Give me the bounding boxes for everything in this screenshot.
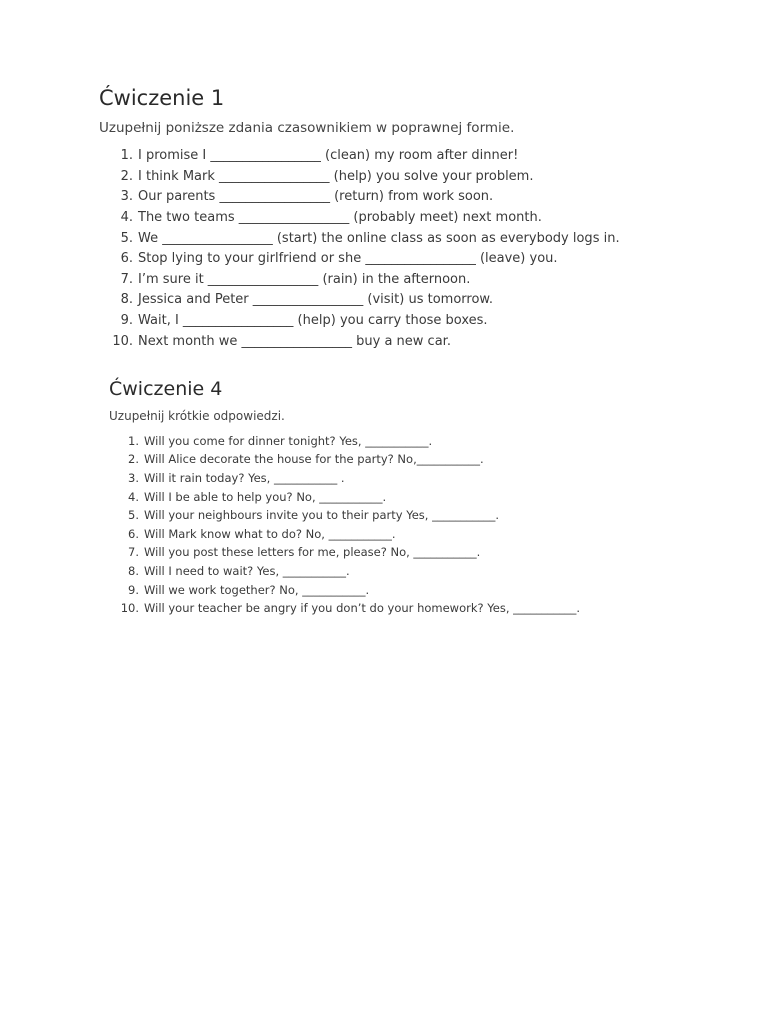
exercise-1-item-3	[99, 187, 739, 208]
exercise-4-item-10	[109, 599, 749, 618]
item-number: 9.	[128, 582, 139, 597]
exercise-4-item-7	[109, 543, 749, 562]
item-text: Stop lying to your girlfriend or she _________________ (leave) you.	[138, 251, 558, 267]
item-number: 9.	[120, 312, 133, 328]
item-text: Will I be able to help you? No, ___________.	[144, 489, 387, 504]
item-text: Will I need to wait? Yes, ___________.	[144, 563, 350, 578]
exercise-1-list	[99, 146, 739, 352]
item-text: Jessica and Peter _________________ (visit) us tomorrow.	[138, 292, 493, 308]
exercise-1-item-9	[99, 311, 739, 332]
item-number: 7.	[120, 271, 133, 287]
exercise-4-item-3	[109, 469, 749, 488]
exercise-1-item-4	[99, 208, 739, 229]
item-number: 8.	[128, 563, 139, 578]
item-number: 5.	[128, 508, 139, 523]
item-text: Will it rain today? Yes, ___________ .	[144, 470, 345, 485]
exercise-4-item-2	[109, 450, 749, 469]
item-number: 8.	[120, 292, 133, 308]
exercise-4-instruction: Uzupełnij krótkie odpowiedzi.	[109, 408, 285, 423]
exercise-4-item-6	[109, 525, 749, 544]
item-number: 2.	[120, 168, 133, 184]
exercise-4-section	[109, 378, 749, 618]
item-text: Will you come for dinner tonight? Yes, ___________.	[144, 433, 433, 448]
item-text: Will Alice decorate the house for the party? No,___________.	[144, 452, 484, 467]
exercise-4-title: Ćwiczenie 4	[109, 378, 223, 400]
exercise-1-item-10	[99, 332, 739, 353]
item-text: Next month we _________________ buy a new car.	[138, 333, 451, 349]
item-text: I think Mark _________________ (help) you solve your problem.	[138, 168, 534, 184]
exercise-4-list	[109, 432, 749, 618]
item-text: Will Mark know what to do? No, ___________.	[144, 526, 396, 541]
item-text: Will your neighbours invite you to their party Yes, ___________.	[144, 508, 500, 523]
item-number: 10.	[112, 333, 133, 349]
item-text: Will your teacher be angry if you don’t do your homework? Yes, ___________.	[144, 601, 581, 616]
exercise-1-item-8	[99, 290, 739, 311]
item-text: The two teams _________________ (probably meet) next month.	[138, 209, 542, 225]
item-text: Will you post these letters for me, please? No, ___________.	[144, 545, 481, 560]
item-number: 1.	[120, 148, 133, 164]
exercise-1-item-7	[99, 270, 739, 291]
item-number: 2.	[128, 452, 139, 467]
exercise-1-item-5	[99, 229, 739, 250]
item-text: Wait, I _________________ (help) you carry those boxes.	[138, 312, 488, 328]
item-number: 5.	[120, 230, 133, 246]
item-number: 4.	[128, 489, 139, 504]
item-text: Will we work together? No, ___________.	[144, 582, 370, 597]
exercise-4-item-9	[109, 581, 749, 600]
exercise-4-item-8	[109, 562, 749, 581]
exercise-1-section	[99, 86, 739, 352]
item-number: 4.	[120, 209, 133, 225]
exercise-4-item-4	[109, 488, 749, 507]
item-number: 7.	[128, 545, 139, 560]
exercise-1-title: Ćwiczenie 1	[99, 86, 225, 110]
exercise-4-item-5	[109, 506, 749, 525]
exercise-1-item-2	[99, 167, 739, 188]
item-number: 6.	[128, 526, 139, 541]
item-number: 3.	[120, 189, 133, 205]
item-number: 6.	[120, 251, 133, 267]
item-text: I’m sure it _________________ (rain) in the afternoon.	[138, 271, 471, 287]
item-text: I promise I _________________ (clean) my room after dinner!	[138, 148, 519, 164]
exercise-4-item-1	[109, 432, 749, 451]
exercise-1-instruction: Uzupełnij poniższe zdania czasownikiem w poprawnej formie.	[99, 120, 515, 137]
item-number: 3.	[128, 470, 139, 485]
item-number: 10.	[120, 601, 139, 616]
exercise-1-item-6	[99, 249, 739, 270]
exercise-1-item-1	[99, 146, 739, 167]
item-text: Our parents _________________ (return) from work soon.	[138, 189, 494, 205]
item-text: We _________________ (start) the online class as soon as everybody logs in.	[138, 230, 620, 246]
item-number: 1.	[128, 433, 139, 448]
